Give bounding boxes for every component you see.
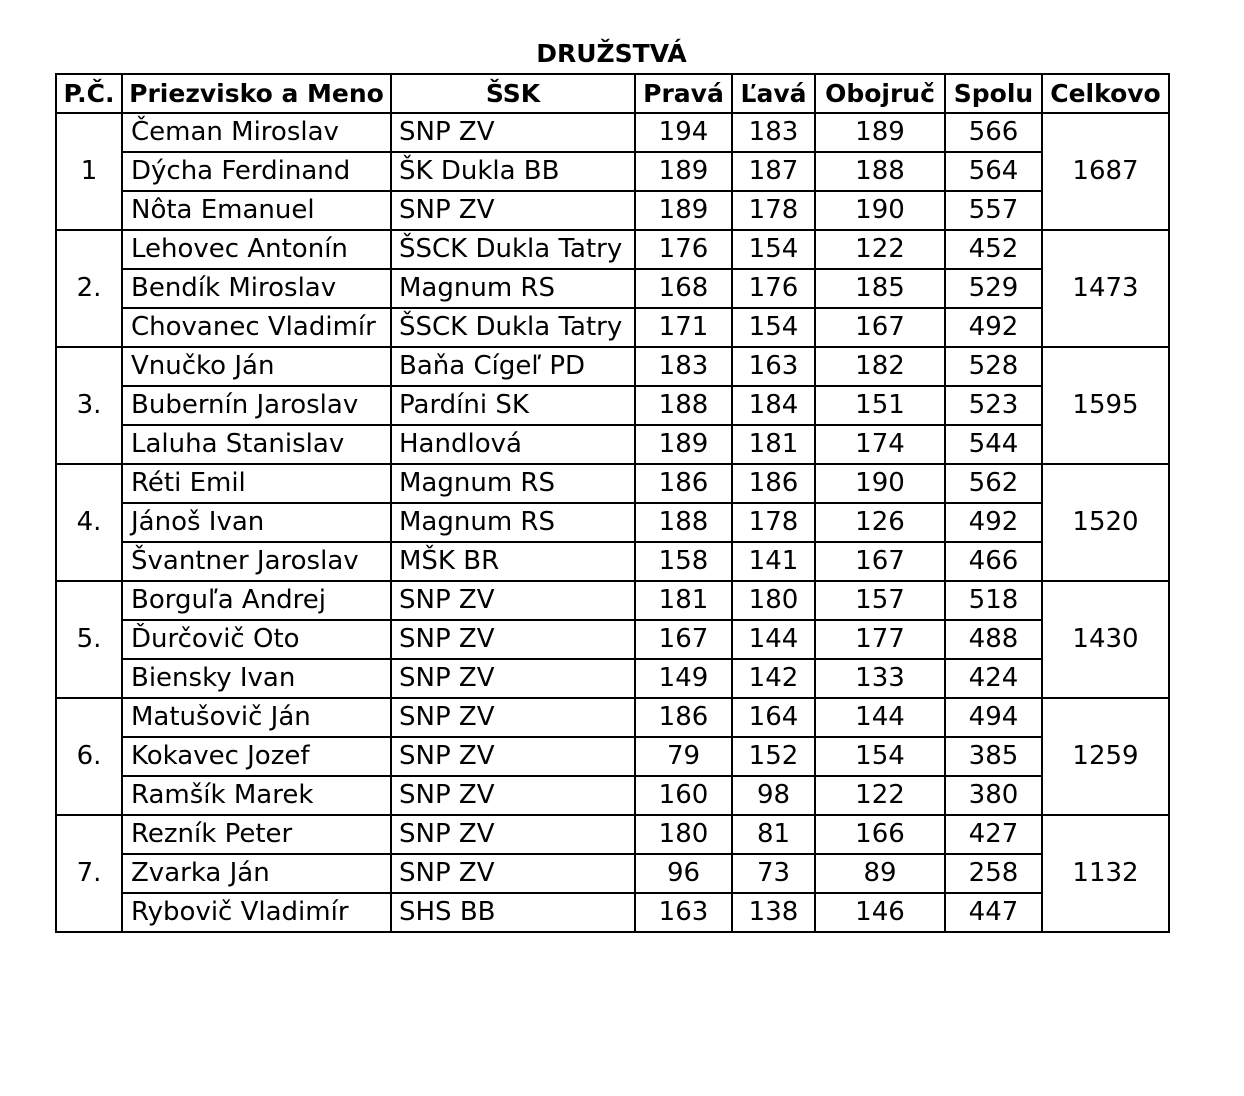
table-row xyxy=(56,347,1169,386)
table-body xyxy=(56,113,1169,932)
score-right: 158 xyxy=(635,542,732,581)
score-both: 190 xyxy=(815,464,945,503)
score-both: 174 xyxy=(815,425,945,464)
member-club: Baňa Cígeľ PD xyxy=(391,347,635,386)
score-right: 149 xyxy=(635,659,732,698)
score-left: 164 xyxy=(732,698,815,737)
score-left: 180 xyxy=(732,581,815,620)
header-name: Priezvisko a Meno xyxy=(122,74,391,113)
page-title: DRUŽSTVÁ xyxy=(536,39,687,68)
score-left: 187 xyxy=(732,152,815,191)
score-both: 144 xyxy=(815,698,945,737)
score-both: 167 xyxy=(815,308,945,347)
member-name: Rezník Peter xyxy=(122,815,391,854)
member-name: Vnučko Ján xyxy=(122,347,391,386)
team-rank: 4. xyxy=(56,464,122,581)
table-row xyxy=(56,620,1169,659)
score-sum: 564 xyxy=(945,152,1042,191)
score-both: 190 xyxy=(815,191,945,230)
member-club: ŠSCK Dukla Tatry xyxy=(391,230,635,269)
score-both: 133 xyxy=(815,659,945,698)
score-right: 189 xyxy=(635,191,732,230)
member-name: Dýcha Ferdinand xyxy=(122,152,391,191)
score-left: 178 xyxy=(732,191,815,230)
table-row xyxy=(56,698,1169,737)
table-row xyxy=(56,893,1169,932)
member-name: Nôta Emanuel xyxy=(122,191,391,230)
member-name: Ďurčovič Oto xyxy=(122,620,391,659)
team-total: 1687 xyxy=(1042,113,1169,230)
member-club: SNP ZV xyxy=(391,620,635,659)
member-club: ŠK Dukla BB xyxy=(391,152,635,191)
team-total: 1520 xyxy=(1042,464,1169,581)
header-right: Pravá xyxy=(635,74,732,113)
score-sum: 492 xyxy=(945,308,1042,347)
table-row xyxy=(56,854,1169,893)
member-name: Lehovec Antonín xyxy=(122,230,391,269)
table-row xyxy=(56,542,1169,581)
score-left: 178 xyxy=(732,503,815,542)
team-total: 1430 xyxy=(1042,581,1169,698)
team-total: 1595 xyxy=(1042,347,1169,464)
score-both: 167 xyxy=(815,542,945,581)
member-club: MŠK BR xyxy=(391,542,635,581)
member-club: SNP ZV xyxy=(391,815,635,854)
header-sum: Spolu xyxy=(945,74,1042,113)
score-right: 171 xyxy=(635,308,732,347)
member-club: Magnum RS xyxy=(391,464,635,503)
table-header-row xyxy=(56,74,1169,113)
score-sum: 427 xyxy=(945,815,1042,854)
member-club: SNP ZV xyxy=(391,113,635,152)
score-left: 138 xyxy=(732,893,815,932)
score-both: 188 xyxy=(815,152,945,191)
team-total: 1132 xyxy=(1042,815,1169,932)
member-club: Magnum RS xyxy=(391,503,635,542)
score-left: 144 xyxy=(732,620,815,659)
score-right: 79 xyxy=(635,737,732,776)
score-right: 160 xyxy=(635,776,732,815)
header-club: ŠSK xyxy=(391,74,635,113)
member-club: Handlová xyxy=(391,425,635,464)
score-both: 89 xyxy=(815,854,945,893)
score-sum: 523 xyxy=(945,386,1042,425)
member-name: Jánoš Ivan xyxy=(122,503,391,542)
score-both: 126 xyxy=(815,503,945,542)
member-name: Zvarka Ján xyxy=(122,854,391,893)
team-total: 1259 xyxy=(1042,698,1169,815)
member-club: Pardíni SK xyxy=(391,386,635,425)
member-club: SNP ZV xyxy=(391,659,635,698)
member-club: ŠSCK Dukla Tatry xyxy=(391,308,635,347)
score-both: 182 xyxy=(815,347,945,386)
member-name: Matušovič Ján xyxy=(122,698,391,737)
score-left: 186 xyxy=(732,464,815,503)
team-total: 1473 xyxy=(1042,230,1169,347)
member-club: Magnum RS xyxy=(391,269,635,308)
score-right: 183 xyxy=(635,347,732,386)
table-row xyxy=(56,386,1169,425)
table-row xyxy=(56,113,1169,152)
member-name: Kokavec Jozef xyxy=(122,737,391,776)
table-row xyxy=(56,659,1169,698)
score-right: 96 xyxy=(635,854,732,893)
team-rank: 5. xyxy=(56,581,122,698)
table-row xyxy=(56,581,1169,620)
table-row xyxy=(56,737,1169,776)
table-row xyxy=(56,464,1169,503)
member-club: SNP ZV xyxy=(391,191,635,230)
score-right: 168 xyxy=(635,269,732,308)
score-sum: 492 xyxy=(945,503,1042,542)
table-row xyxy=(56,191,1169,230)
score-left: 154 xyxy=(732,308,815,347)
score-sum: 557 xyxy=(945,191,1042,230)
score-sum: 518 xyxy=(945,581,1042,620)
score-right: 194 xyxy=(635,113,732,152)
member-name: Réti Emil xyxy=(122,464,391,503)
score-right: 189 xyxy=(635,152,732,191)
score-both: 185 xyxy=(815,269,945,308)
score-right: 188 xyxy=(635,503,732,542)
score-sum: 529 xyxy=(945,269,1042,308)
member-name: Borguľa Andrej xyxy=(122,581,391,620)
score-left: 163 xyxy=(732,347,815,386)
score-sum: 258 xyxy=(945,854,1042,893)
score-sum: 380 xyxy=(945,776,1042,815)
score-right: 189 xyxy=(635,425,732,464)
score-both: 146 xyxy=(815,893,945,932)
score-sum: 544 xyxy=(945,425,1042,464)
table-row xyxy=(56,152,1169,191)
member-name: Chovanec Vladimír xyxy=(122,308,391,347)
table-row xyxy=(56,425,1169,464)
score-left: 183 xyxy=(732,113,815,152)
table-row xyxy=(56,308,1169,347)
member-name: Ramšík Marek xyxy=(122,776,391,815)
score-left: 181 xyxy=(732,425,815,464)
score-both: 166 xyxy=(815,815,945,854)
score-sum: 528 xyxy=(945,347,1042,386)
teams-results-table xyxy=(55,73,1170,933)
team-rank: 2. xyxy=(56,230,122,347)
score-right: 188 xyxy=(635,386,732,425)
score-right: 163 xyxy=(635,893,732,932)
score-right: 167 xyxy=(635,620,732,659)
score-both: 151 xyxy=(815,386,945,425)
member-name: Laluha Stanislav xyxy=(122,425,391,464)
score-left: 81 xyxy=(732,815,815,854)
table-row xyxy=(56,503,1169,542)
score-right: 186 xyxy=(635,698,732,737)
score-both: 122 xyxy=(815,230,945,269)
header-total: Celkovo xyxy=(1042,74,1169,113)
header-rank: P.Č. xyxy=(56,74,122,113)
member-name: Švantner Jaroslav xyxy=(122,542,391,581)
header-left: Ľavá xyxy=(732,74,815,113)
score-sum: 385 xyxy=(945,737,1042,776)
score-sum: 452 xyxy=(945,230,1042,269)
member-name: Bendík Miroslav xyxy=(122,269,391,308)
member-club: SNP ZV xyxy=(391,581,635,620)
team-rank: 1 xyxy=(56,113,122,230)
table-row xyxy=(56,815,1169,854)
score-left: 98 xyxy=(732,776,815,815)
score-left: 73 xyxy=(732,854,815,893)
score-sum: 424 xyxy=(945,659,1042,698)
member-club: SNP ZV xyxy=(391,737,635,776)
member-name: Čeman Miroslav xyxy=(122,113,391,152)
score-sum: 566 xyxy=(945,113,1042,152)
score-left: 184 xyxy=(732,386,815,425)
score-left: 152 xyxy=(732,737,815,776)
table-row xyxy=(56,269,1169,308)
team-rank: 7. xyxy=(56,815,122,932)
team-rank: 3. xyxy=(56,347,122,464)
table-row xyxy=(56,230,1169,269)
score-sum: 466 xyxy=(945,542,1042,581)
score-both: 177 xyxy=(815,620,945,659)
score-both: 122 xyxy=(815,776,945,815)
member-name: Biensky Ivan xyxy=(122,659,391,698)
table-row xyxy=(56,776,1169,815)
score-both: 154 xyxy=(815,737,945,776)
score-left: 154 xyxy=(732,230,815,269)
score-right: 176 xyxy=(635,230,732,269)
score-left: 141 xyxy=(732,542,815,581)
header-both: Obojruč xyxy=(815,74,945,113)
score-sum: 562 xyxy=(945,464,1042,503)
score-both: 189 xyxy=(815,113,945,152)
member-club: SNP ZV xyxy=(391,854,635,893)
member-club: SNP ZV xyxy=(391,698,635,737)
team-rank: 6. xyxy=(56,698,122,815)
score-right: 186 xyxy=(635,464,732,503)
member-club: SHS BB xyxy=(391,893,635,932)
score-left: 142 xyxy=(732,659,815,698)
score-right: 181 xyxy=(635,581,732,620)
member-name: Rybovič Vladimír xyxy=(122,893,391,932)
score-sum: 447 xyxy=(945,893,1042,932)
score-left: 176 xyxy=(732,269,815,308)
score-sum: 488 xyxy=(945,620,1042,659)
score-right: 180 xyxy=(635,815,732,854)
score-both: 157 xyxy=(815,581,945,620)
score-sum: 494 xyxy=(945,698,1042,737)
member-club: SNP ZV xyxy=(391,776,635,815)
member-name: Bubernín Jaroslav xyxy=(122,386,391,425)
